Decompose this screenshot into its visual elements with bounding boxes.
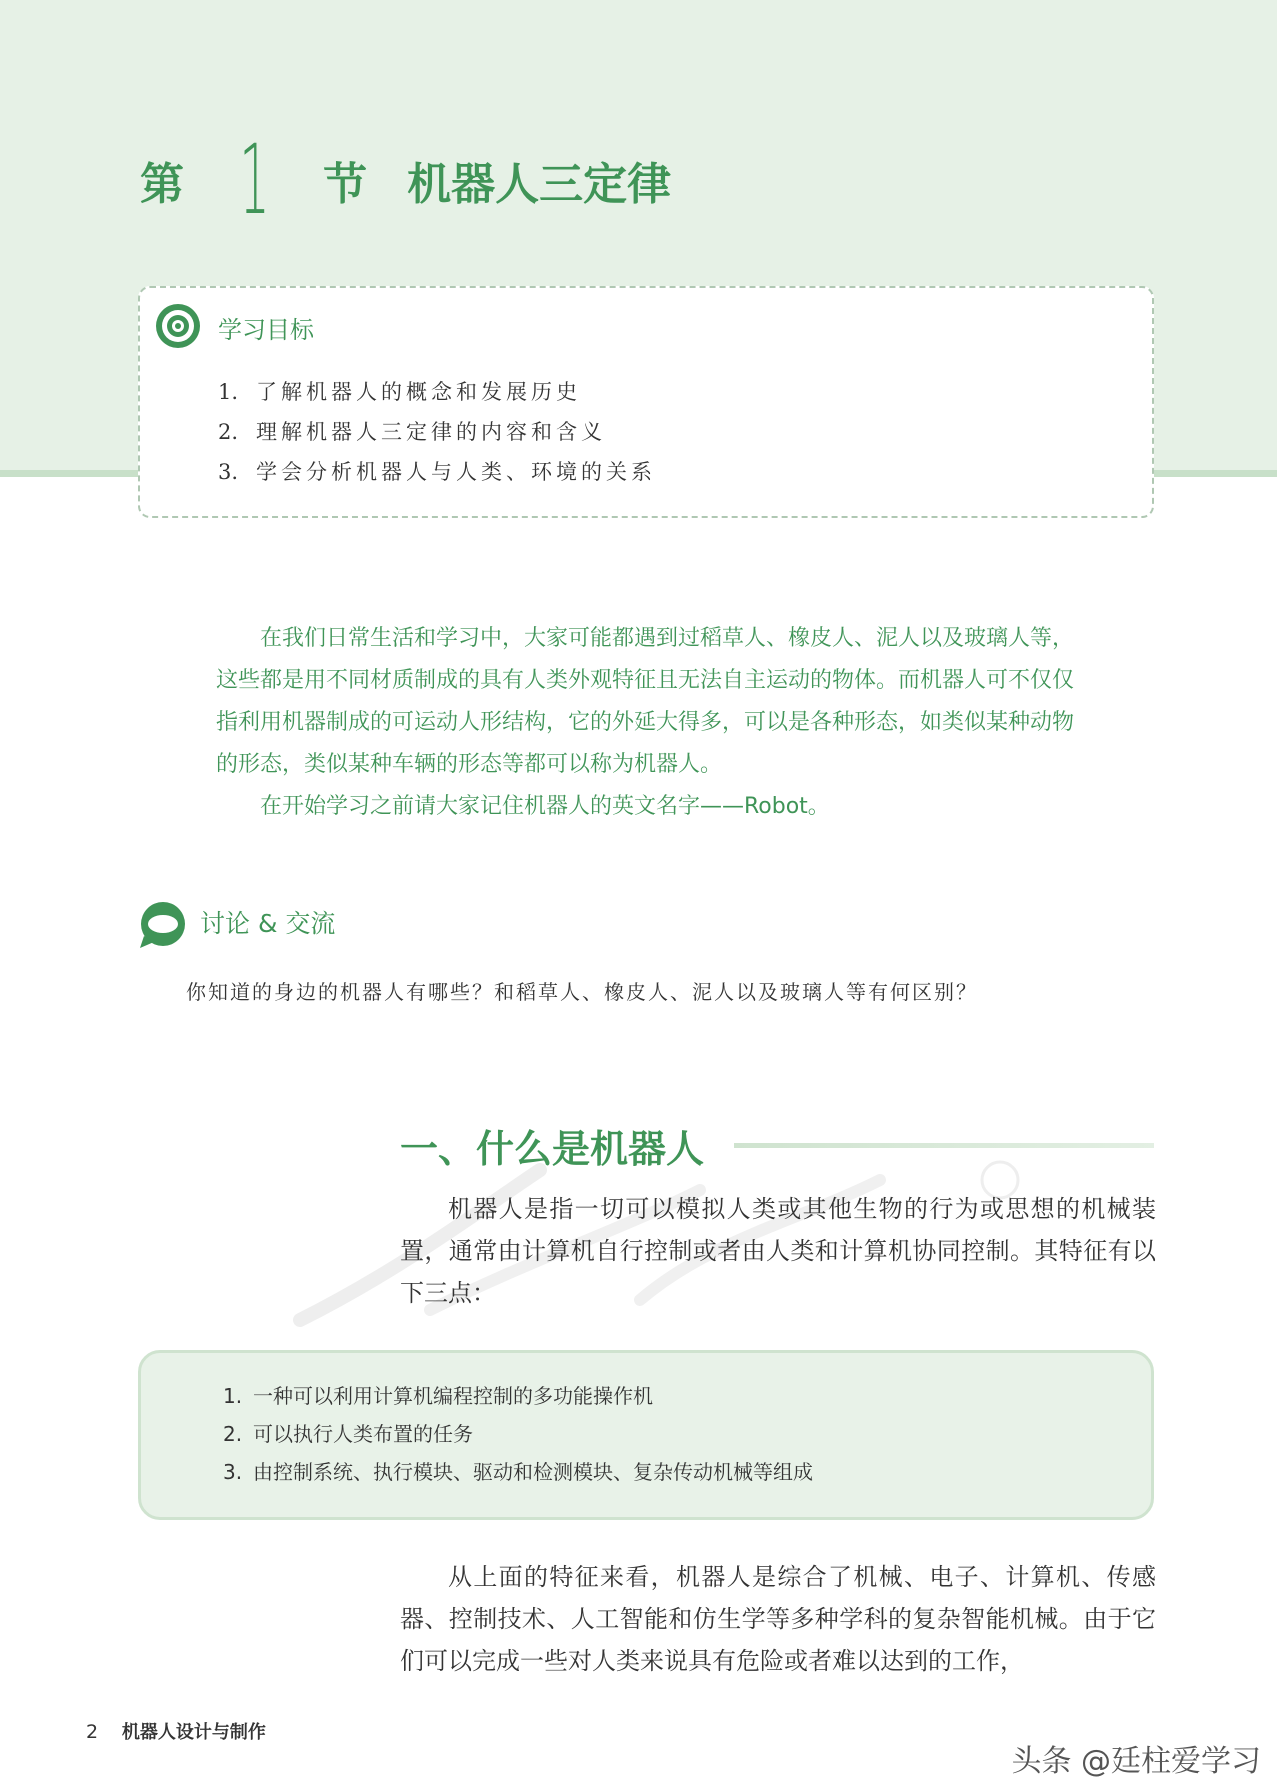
list-item (218, 372, 656, 412)
target-icon (154, 302, 202, 350)
item-number: 3. (223, 1460, 243, 1484)
item-number: 2. (223, 1422, 243, 1446)
section-body (400, 1188, 1156, 1314)
item-text: 理解机器人三定律的内容和含义 (256, 420, 606, 444)
discussion-question: 你知道的身边的机器人有哪些？和稻草人、橡皮人、泥人以及玻璃人等有何区别？ (186, 980, 978, 1004)
chapter-prefix: 第 (140, 159, 184, 210)
list-item (223, 1415, 813, 1453)
learning-objectives-box (138, 286, 1154, 518)
list-item (218, 452, 656, 492)
speech-bubble-icon (138, 902, 188, 950)
page-number: 2 (86, 1721, 99, 1743)
list-item (223, 1377, 813, 1415)
body-paragraph: 机器人是指一切可以模拟人类或其他生物的行为或思想的机械装置，通常由计算机自行控制或者由人类和计算机协同控制。其特征有以下三点： (400, 1195, 1156, 1307)
intro-text (216, 618, 1086, 828)
objectives-list (218, 372, 656, 492)
book-title: 机器人设计与制作 (121, 1722, 266, 1743)
list-item (218, 412, 656, 452)
section-divider (734, 1143, 1154, 1148)
item-number: 2. (218, 420, 239, 444)
item-number: 1. (218, 380, 239, 404)
chapter-suffix: 节 (323, 159, 368, 210)
chapter-title (140, 124, 672, 236)
list-item (223, 1453, 813, 1491)
item-text: 由控制系统、执行模块、驱动和检测模块、复杂传动机械等组成 (253, 1460, 813, 1484)
item-text: 一种可以利用计算机编程控制的多功能操作机 (253, 1384, 653, 1408)
features-box (138, 1350, 1154, 1520)
item-text: 了解机器人的概念和发展历史 (256, 380, 581, 404)
intro-paragraph: 在开始学习之前请大家记住机器人的英文名字——Robot。 (260, 794, 830, 819)
intro-paragraph: 在我们日常生活和学习中，大家可能都遇到过稻草人、橡皮人、泥人以及玻璃人等，这些都是用不同材质制成的具有人类外观特征且无法自主运动的物体。而机器人可不仅仅指利用机器制成的可运动人形结构，它的外延大得多，可以是各种形态，如类似某种动物的形态，类似某种车辆的形态等都可以称为机器人。 (216, 626, 1075, 777)
item-number: 3. (218, 460, 239, 484)
item-text: 可以执行人类布置的任务 (253, 1422, 473, 1446)
features-list (223, 1377, 813, 1491)
chapter-number: 1 (239, 124, 270, 236)
item-text: 学会分析机器人与人类、环境的关系 (256, 460, 656, 484)
item-number: 1. (223, 1384, 243, 1408)
source-credit: 头条 @廷柱爱学习 (1011, 1744, 1261, 1779)
page-footer (86, 1718, 266, 1744)
body-paragraph: 从上面的特征来看，机器人是综合了机械、电子、计算机、传感器、控制技术、人工智能和仿生学等多种学科的复杂智能机械。由于它们可以完成一些对人类来说具有危险或者难以达到的工作， (400, 1563, 1156, 1675)
discussion-heading: 讨论 & 交流 (200, 909, 336, 938)
objectives-heading: 学习目标 (218, 316, 314, 344)
chapter-name: 机器人三定律 (407, 159, 672, 210)
section-body-continued (400, 1556, 1156, 1682)
section-heading: 一、什么是机器人 (400, 1127, 705, 1171)
